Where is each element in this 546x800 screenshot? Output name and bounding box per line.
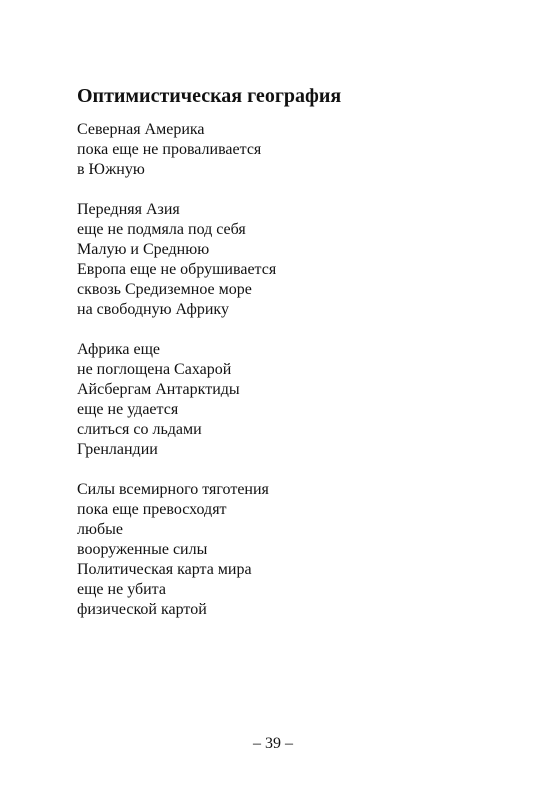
poem-line: Северная Америка [77,121,205,138]
poem-line: физической картой [77,601,207,618]
poem-line: Политическая карта мира [77,561,252,578]
poem-line: Малую и Среднюю [77,241,210,258]
poem-line: слиться со льдами [77,421,202,438]
page-number: – 39 – [253,735,293,752]
poem-line: пока еще не проваливается [77,141,262,158]
poem-line: не поглощена Сахарой [77,361,232,378]
poem-body [77,120,477,620]
poem-line: на свободную Африку [77,301,229,318]
poem-line: Гренландии [77,441,158,458]
stanza-1 [77,120,477,180]
poem-line: Передняя Азия [77,201,180,218]
stanza-3 [77,340,477,460]
stanza-4 [77,480,477,620]
poem-line: еще не убита [77,581,166,598]
stanza-2 [77,200,477,320]
poem-line: еще не удается [77,401,179,418]
poem-line: Айсбергам Антарктиды [77,381,240,398]
poem-line: еще не подмяла под себя [77,221,246,238]
poem-line: Европа еще не обрушивается [77,261,277,278]
poem-line: в Южную [77,161,145,178]
poem-line: сквозь Средиземное море [77,281,252,298]
poem-line: любые [77,521,123,538]
poem-line: Силы всемирного тяготения [77,481,269,498]
poem-line: пока еще превосходят [77,501,227,518]
poem-title: Оптимистическая география [77,85,342,107]
poem-line: вооруженные силы [77,541,208,558]
poem-line: Африка еще [77,341,161,358]
